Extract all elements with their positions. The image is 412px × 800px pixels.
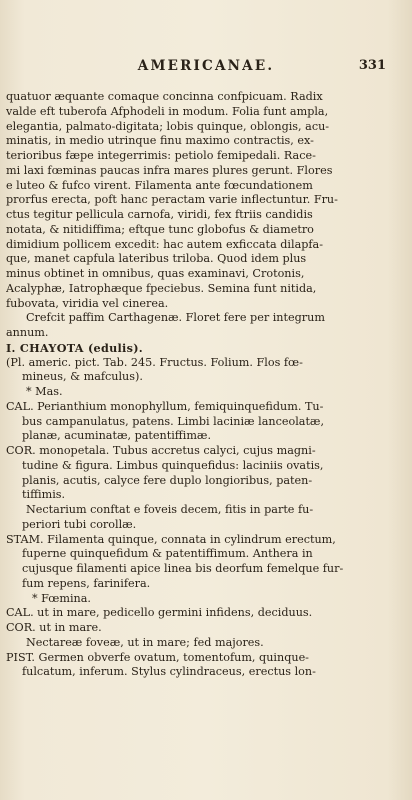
subheading: * Fœmina.: [32, 591, 91, 605]
text-line: tiffimis.: [22, 488, 66, 502]
text-line: bus campanulatus, patens. Limbi laciniæ lanceolatæ,: [22, 414, 325, 428]
text-line: quatuor æquante comaque concinna confpicuam. Radix: [6, 90, 323, 103]
text-line: CAL. ut in mare, pedicello germini infidens, deciduus.: [6, 606, 313, 620]
text-line: valde eft tuberofa Afphodeli in modum. Folia funt ampla,: [6, 104, 329, 118]
text-line: elegantia, palmato-digitata; lobis quinque, oblongis, acu-: [6, 119, 330, 133]
text-line: Nectarium conftat e foveis decem, fitis in parte fu-: [26, 503, 314, 516]
section-heading: I. CHAYOTA (edulis).: [6, 340, 143, 355]
text-line: minatis, in medio utrinque finu maximo contractis, ex-: [6, 134, 314, 148]
text-line: STAM. Filamenta quinque, connata in cylindrum erectum,: [6, 532, 336, 546]
text-line: Nectareæ foveæ, ut in mare; fed majores.: [26, 635, 264, 649]
text-line: mineus, & mafculus).: [22, 370, 143, 384]
text-line: ctus tegitur pellicula carnofa, viridi, fex ftriis candidis: [6, 208, 313, 221]
text-line: minus obtinet in omnibus, quas examinavi, Crotonis,: [6, 267, 305, 280]
text-line: mi laxi fœminas paucas infra mares plures gerunt. Flores: [6, 163, 333, 177]
text-line: terioribus fæpe integerrimis: petiolo femipedali. Race-: [6, 149, 316, 162]
subheading: * Mas.: [26, 385, 63, 398]
text-line: periori tubi corollæ.: [22, 517, 137, 531]
running-head: AMERICANAE.: [137, 58, 275, 74]
page-number: 331: [358, 58, 386, 73]
text-line: COR. ut in mare.: [6, 621, 102, 634]
text-line: Acalyphæ, Iatrophæque fpeciebus. Semina funt nitida,: [6, 281, 317, 295]
text-line: planæ, acuminatæ, patentiffimæ.: [22, 429, 212, 443]
text-line: fulcatum, inferum. Stylus cylindraceus, erectus lon-: [22, 665, 316, 679]
text-line: (Pl. americ. pict. Tab. 245. Fructus. Folium. Flos fœ-: [6, 355, 303, 369]
text-line: que, manet capfula lateribus triloba. Quod idem plus: [6, 252, 307, 266]
text-line: Crefcit paffim Carthagenæ. Floret fere per integrum: [26, 311, 325, 325]
text-line: fubovata, viridia vel cinerea.: [6, 296, 169, 310]
text-line: notata, & nitidiffima; eftque tunc globofus & diametro: [6, 222, 314, 236]
text-line: annum.: [6, 326, 49, 339]
text-line: prorfus erecta, poft hanc peractam varie inflectuntur. Fru-: [6, 193, 338, 207]
text-line: fuperne quinquefidum & patentiffimum. Anthera in: [22, 547, 313, 561]
text-line: dimidium pollicem excedit: hac autem exficcata dilapfa-: [6, 237, 324, 251]
text-line: e luteo & fufco virent. Filamenta ante fœcundationem: [6, 178, 313, 192]
text-line: PIST. Germen obverfe ovatum, tomentofum, quinque-: [6, 650, 309, 664]
body-text: [6, 90, 362, 680]
text-line: cujusque filamenti apice linea bis deorfum femelque fur-: [22, 562, 344, 575]
text-line: fum repens, farinifera.: [22, 576, 151, 590]
text-line: tudine & figura. Limbus quinquefidus: laciniis ovatis,: [22, 458, 324, 472]
text-line: COR. monopetala. Tubus accretus calyci, cujus magni-: [6, 444, 316, 457]
text-line: planis, acutis, calyce fere duplo longioribus, paten-: [22, 473, 313, 487]
page-header: [0, 58, 412, 76]
text-line: CAL. Perianthium monophyllum, femiquinquefidum. Tu-: [6, 399, 324, 413]
